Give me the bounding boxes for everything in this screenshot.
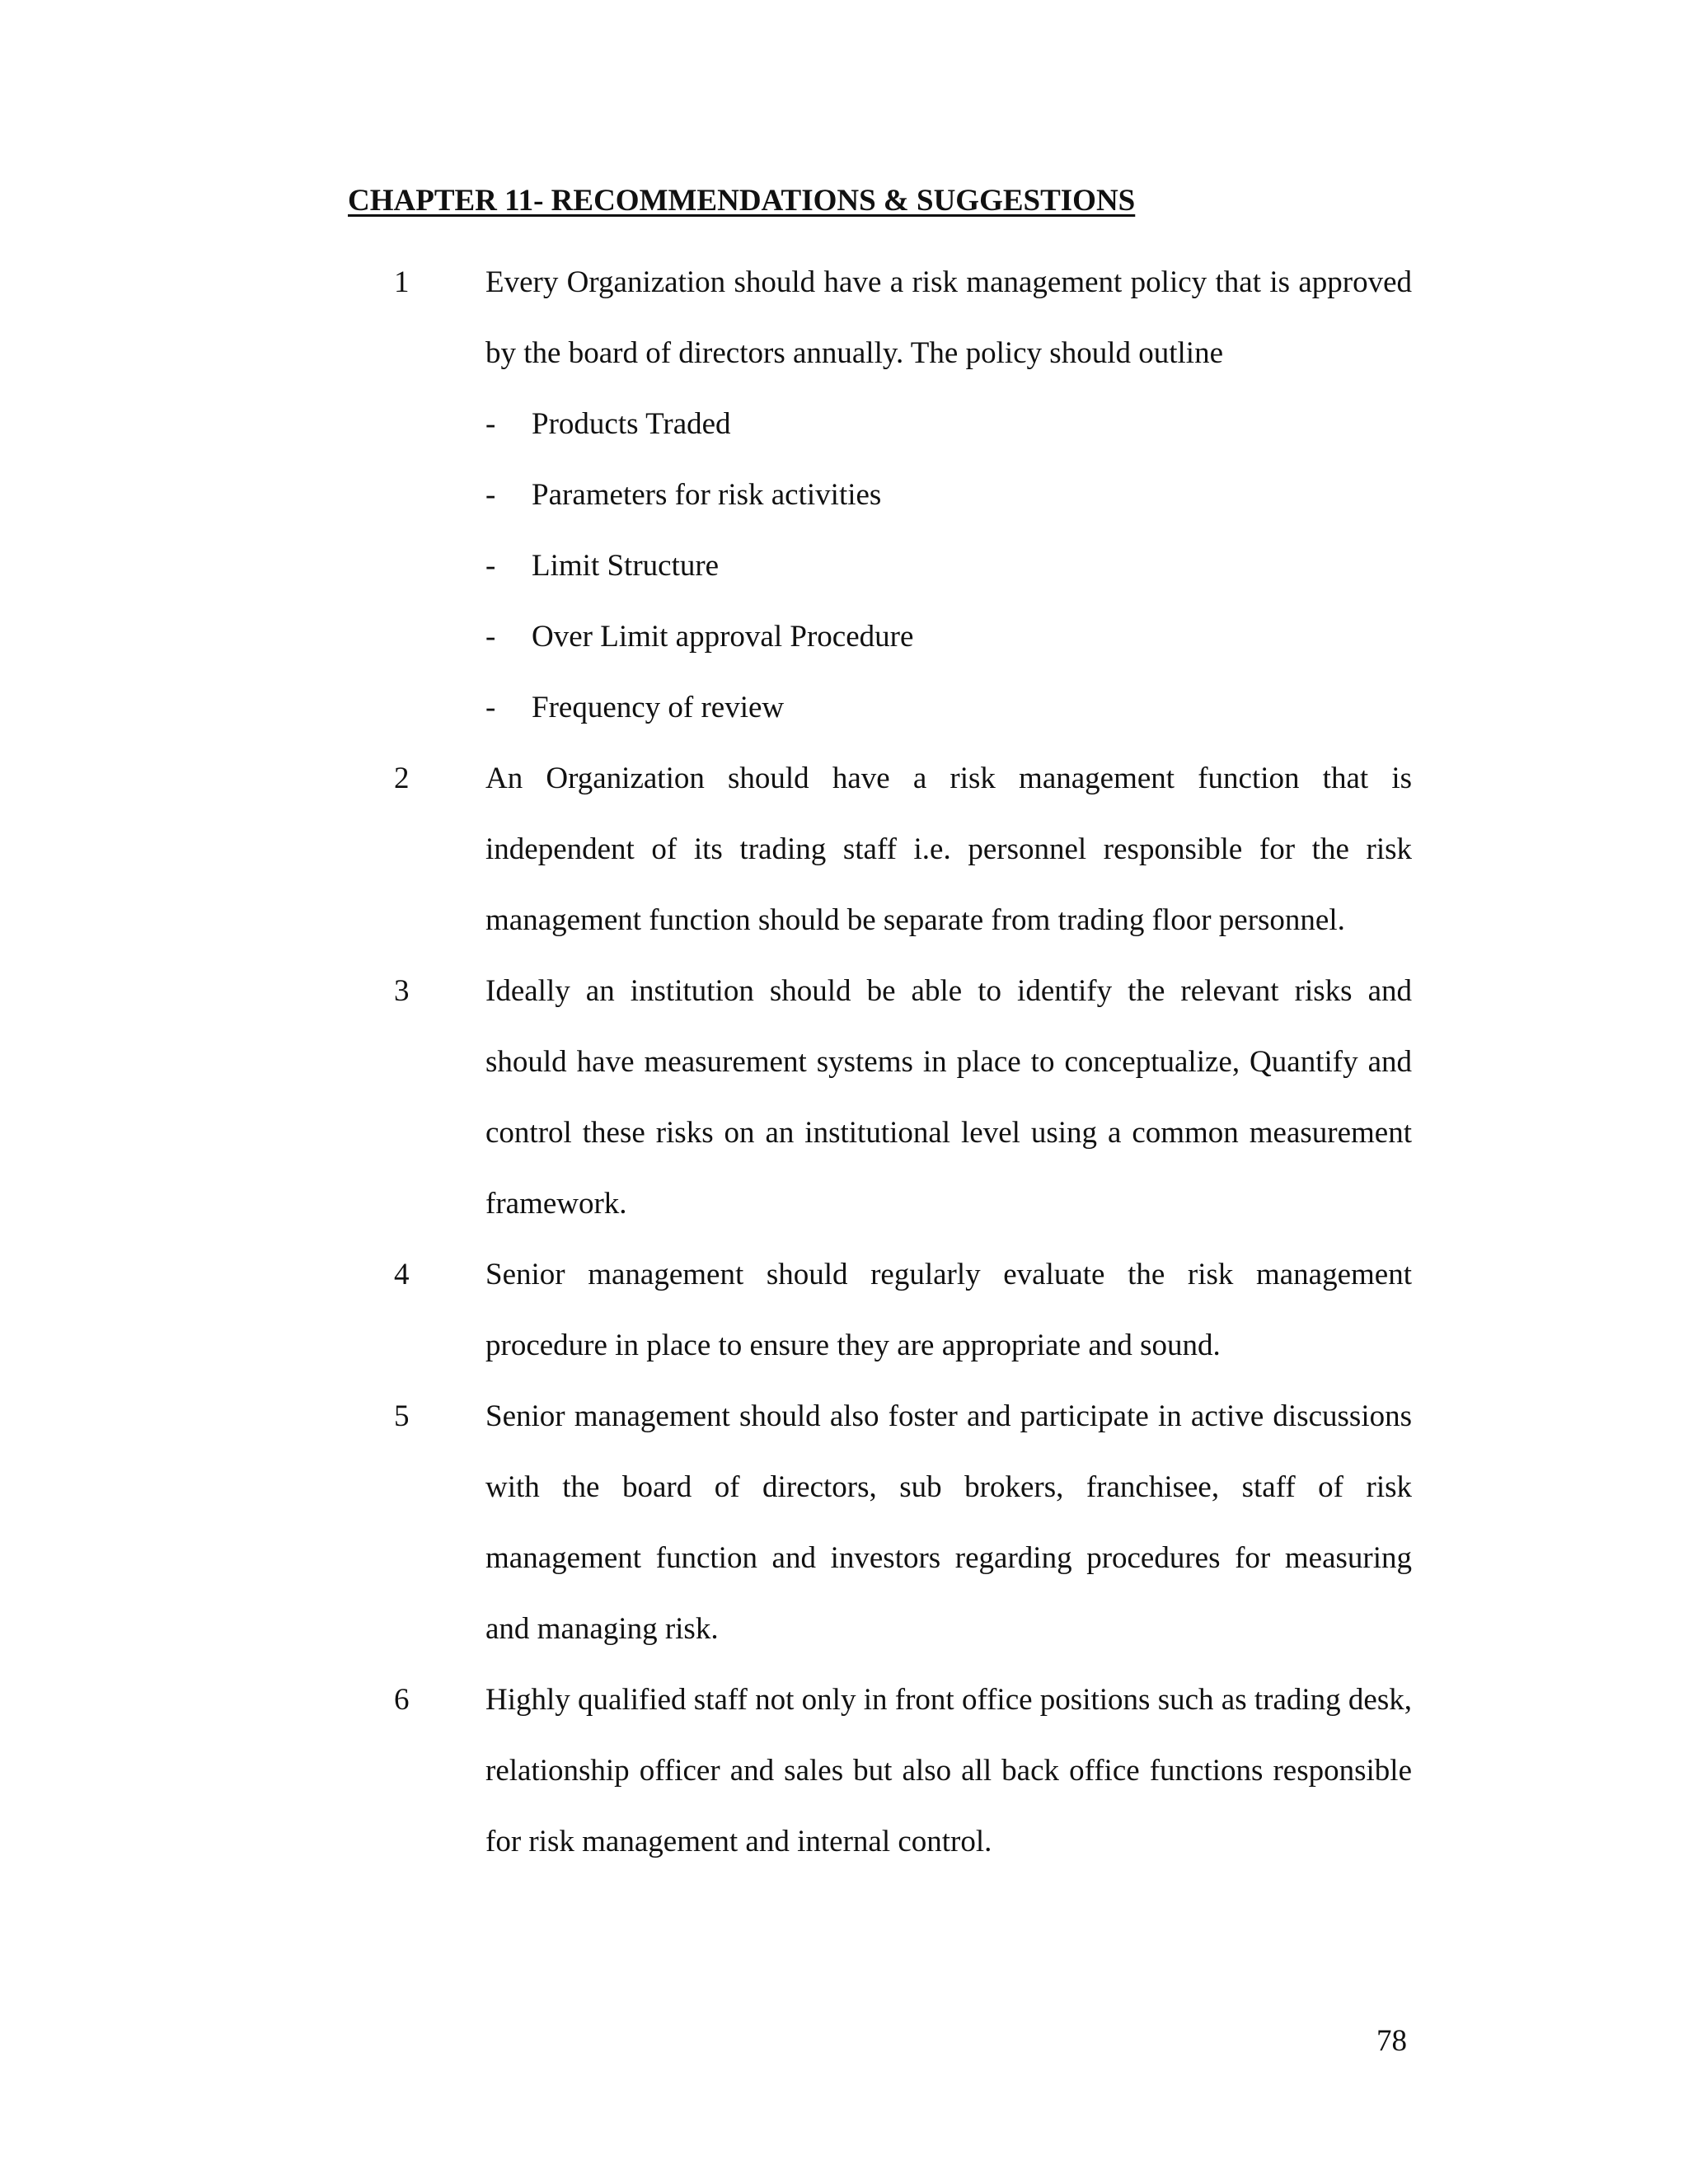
item-text: Senior management should also foster and participate in active discussions with the board of directors, sub brokers, franchisee, staff of risk management function and investors regarding procedures for measuring and managing risk.	[485, 1399, 1412, 1646]
list-item-text: Over Limit approval Procedure	[532, 620, 914, 654]
dash-bullet: -	[485, 407, 496, 441]
item-text: Ideally an institution should be able to identify the relevant risks and should have measurement systems in place to conceptualize, Quantify and control these risks on an institutional level using a common measurement framework.	[485, 974, 1412, 1221]
list-item-text: Parameters for risk activities	[532, 478, 882, 512]
item-text: An Organization should have a risk management function that is independent of its trading staff i.e. personnel responsible for the risk management function should be separate from trading floor personnel.	[485, 762, 1412, 937]
item-number: 3	[394, 974, 410, 1008]
list-item-text: Frequency of review	[532, 691, 785, 724]
dash-bullet: -	[485, 691, 496, 724]
recommendation-item-1	[0, 247, 1688, 743]
chapter-title: CHAPTER 11- RECOMMENDATIONS & SUGGESTIONS	[348, 184, 1136, 218]
list-item-text: Products Traded	[532, 407, 731, 441]
item-number: 2	[394, 762, 410, 795]
list-item	[485, 673, 1688, 743]
recommendation-item-4	[0, 1240, 1688, 1381]
dash-bullet: -	[485, 478, 496, 512]
recommendation-item-6	[0, 1665, 1688, 1877]
list-item-text: Limit Structure	[532, 549, 720, 583]
recommendation-list	[0, 247, 1688, 1877]
item-number: 4	[394, 1258, 410, 1291]
item-text: Senior management should regularly evaluate the risk management procedure in place to ensure they are appropriate and sound.	[485, 1258, 1412, 1362]
recommendation-item-5	[0, 1381, 1688, 1665]
item-text: Every Organization should have a risk management policy that is approved by the board of directors annually. The policy should outline	[485, 265, 1412, 370]
page-number: 78	[1376, 2024, 1407, 2058]
recommendation-item-2	[0, 743, 1688, 956]
item-number: 5	[394, 1399, 410, 1433]
item-number: 6	[394, 1683, 410, 1717]
recommendation-item-3	[0, 956, 1688, 1240]
policy-outline-list	[485, 389, 1688, 743]
list-item	[485, 389, 1688, 460]
dash-bullet: -	[485, 549, 496, 583]
dash-bullet: -	[485, 620, 496, 654]
list-item	[485, 531, 1688, 602]
list-item	[485, 460, 1688, 531]
item-number: 1	[394, 265, 410, 299]
item-text: Highly qualified staff not only in front office positions such as trading desk, relationship officer and sales but also all back office functions responsible for risk management and internal control.	[485, 1683, 1412, 1858]
list-item	[485, 602, 1688, 673]
